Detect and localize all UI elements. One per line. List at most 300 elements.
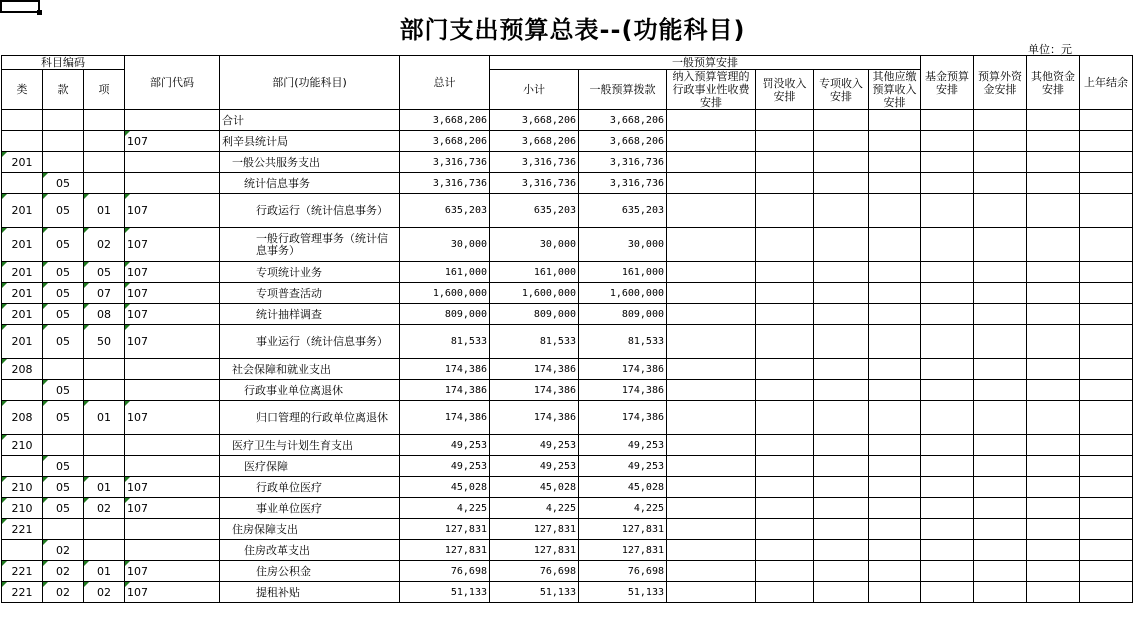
cell-empty[interactable] <box>869 194 921 228</box>
cell-empty[interactable] <box>1027 380 1080 401</box>
cell-lei[interactable]: 201 <box>2 262 43 283</box>
cell-dept-name[interactable]: 行政单位医疗 <box>220 477 400 498</box>
cell-empty[interactable] <box>667 435 756 456</box>
cell-empty[interactable] <box>756 380 814 401</box>
cell-xiang[interactable]: 07 <box>84 283 125 304</box>
cell-empty[interactable] <box>974 456 1027 477</box>
cell-dept-code[interactable] <box>125 359 220 380</box>
cell-dept-name[interactable]: 事业运行（统计信息事务） <box>220 325 400 359</box>
cell-subtotal[interactable]: 45,028 <box>490 477 579 498</box>
cell-total[interactable]: 4,225 <box>400 498 490 519</box>
cell-subtotal[interactable]: 3,316,736 <box>490 173 579 194</box>
cell-total[interactable]: 3,316,736 <box>400 152 490 173</box>
cell-empty[interactable] <box>1080 477 1133 498</box>
cell-total[interactable]: 809,000 <box>400 304 490 325</box>
cell-empty[interactable] <box>756 435 814 456</box>
cell-lei[interactable]: 201 <box>2 194 43 228</box>
cell-xiang[interactable] <box>84 110 125 131</box>
cell-xiang[interactable] <box>84 456 125 477</box>
cell-dept-name[interactable]: 利辛县统计局 <box>220 131 400 152</box>
cell-empty[interactable] <box>1080 228 1133 262</box>
cell-empty[interactable] <box>1027 561 1080 582</box>
cell-empty[interactable] <box>667 173 756 194</box>
cell-subtotal[interactable]: 49,253 <box>490 435 579 456</box>
cell-empty[interactable] <box>814 325 869 359</box>
cell-xiang[interactable]: 01 <box>84 477 125 498</box>
cell-total[interactable]: 49,253 <box>400 456 490 477</box>
cell-empty[interactable] <box>869 582 921 603</box>
cell-kuan[interactable]: 05 <box>43 283 84 304</box>
cell-empty[interactable] <box>1027 401 1080 435</box>
cell-xiang[interactable]: 02 <box>84 498 125 519</box>
cell-subtotal[interactable]: 174,386 <box>490 380 579 401</box>
cell-empty[interactable] <box>921 477 974 498</box>
cell-dept-name[interactable]: 住房公积金 <box>220 561 400 582</box>
cell-subtotal[interactable]: 3,668,206 <box>490 110 579 131</box>
cell-dept-code[interactable] <box>125 540 220 561</box>
cell-kuan[interactable] <box>43 110 84 131</box>
cell-empty[interactable] <box>921 325 974 359</box>
cell-kuan[interactable] <box>43 359 84 380</box>
cell-dept-code[interactable] <box>125 519 220 540</box>
cell-general-appropriation[interactable]: 127,831 <box>579 540 667 561</box>
cell-dept-code[interactable]: 107 <box>125 304 220 325</box>
cell-xiang[interactable] <box>84 173 125 194</box>
cell-general-appropriation[interactable]: 174,386 <box>579 401 667 435</box>
cell-kuan[interactable]: 05 <box>43 477 84 498</box>
cell-general-appropriation[interactable]: 3,316,736 <box>579 173 667 194</box>
cell-subtotal[interactable]: 635,203 <box>490 194 579 228</box>
cell-kuan[interactable]: 05 <box>43 380 84 401</box>
cell-empty[interactable] <box>756 456 814 477</box>
cell-lei[interactable]: 201 <box>2 325 43 359</box>
cell-empty[interactable] <box>921 435 974 456</box>
cell-lei[interactable]: 221 <box>2 582 43 603</box>
cell-kuan[interactable] <box>43 152 84 173</box>
cell-general-appropriation[interactable]: 30,000 <box>579 228 667 262</box>
cell-total[interactable]: 174,386 <box>400 380 490 401</box>
cell-empty[interactable] <box>921 131 974 152</box>
cell-dept-code[interactable] <box>125 456 220 477</box>
cell-empty[interactable] <box>869 173 921 194</box>
cell-empty[interactable] <box>814 262 869 283</box>
cell-dept-code[interactable]: 107 <box>125 582 220 603</box>
cell-dept-code[interactable] <box>125 110 220 131</box>
cell-xiang[interactable]: 02 <box>84 582 125 603</box>
cell-empty[interactable] <box>756 477 814 498</box>
cell-general-appropriation[interactable]: 76,698 <box>579 561 667 582</box>
cell-general-appropriation[interactable]: 809,000 <box>579 304 667 325</box>
cell-dept-code[interactable] <box>125 152 220 173</box>
cell-empty[interactable] <box>1027 359 1080 380</box>
cell-empty[interactable] <box>869 283 921 304</box>
cell-empty[interactable] <box>667 401 756 435</box>
cell-subtotal[interactable]: 174,386 <box>490 401 579 435</box>
cell-general-appropriation[interactable]: 174,386 <box>579 380 667 401</box>
cell-empty[interactable] <box>667 359 756 380</box>
cell-dept-name[interactable]: 一般公共服务支出 <box>220 152 400 173</box>
cell-empty[interactable] <box>974 519 1027 540</box>
cell-empty[interactable] <box>1080 456 1133 477</box>
cell-dept-code[interactable]: 107 <box>125 283 220 304</box>
cell-dept-name[interactable]: 统计抽样调查 <box>220 304 400 325</box>
cell-empty[interactable] <box>814 110 869 131</box>
cell-empty[interactable] <box>869 435 921 456</box>
cell-dept-name[interactable]: 提租补贴 <box>220 582 400 603</box>
cell-dept-name[interactable]: 住房改革支出 <box>220 540 400 561</box>
cell-empty[interactable] <box>667 131 756 152</box>
cell-empty[interactable] <box>869 456 921 477</box>
cell-total[interactable]: 51,133 <box>400 582 490 603</box>
cell-empty[interactable] <box>814 304 869 325</box>
cell-empty[interactable] <box>869 325 921 359</box>
cell-empty[interactable] <box>1080 194 1133 228</box>
cell-empty[interactable] <box>974 380 1027 401</box>
cell-lei[interactable] <box>2 456 43 477</box>
cell-subtotal[interactable]: 81,533 <box>490 325 579 359</box>
cell-kuan[interactable]: 05 <box>43 173 84 194</box>
cell-total[interactable]: 81,533 <box>400 325 490 359</box>
cell-empty[interactable] <box>814 380 869 401</box>
cell-empty[interactable] <box>1027 477 1080 498</box>
cell-lei[interactable]: 201 <box>2 283 43 304</box>
cell-empty[interactable] <box>814 540 869 561</box>
cell-dept-name[interactable]: 归口管理的行政单位离退休 <box>220 401 400 435</box>
cell-lei[interactable]: 208 <box>2 359 43 380</box>
cell-total[interactable]: 174,386 <box>400 401 490 435</box>
cell-empty[interactable] <box>814 561 869 582</box>
cell-subtotal[interactable]: 127,831 <box>490 540 579 561</box>
cell-dept-code[interactable] <box>125 380 220 401</box>
cell-empty[interactable] <box>974 304 1027 325</box>
cell-kuan[interactable]: 05 <box>43 262 84 283</box>
cell-empty[interactable] <box>974 173 1027 194</box>
cell-empty[interactable] <box>1080 435 1133 456</box>
cell-dept-name[interactable]: 一般行政管理事务（统计信息事务） <box>220 228 400 262</box>
cell-total[interactable]: 45,028 <box>400 477 490 498</box>
cell-xiang[interactable] <box>84 435 125 456</box>
cell-empty[interactable] <box>869 519 921 540</box>
cell-empty[interactable] <box>667 456 756 477</box>
cell-empty[interactable] <box>1080 359 1133 380</box>
cell-empty[interactable] <box>756 540 814 561</box>
cell-empty[interactable] <box>1027 582 1080 603</box>
cell-empty[interactable] <box>667 152 756 173</box>
cell-kuan[interactable] <box>43 519 84 540</box>
cell-empty[interactable] <box>1027 519 1080 540</box>
cell-empty[interactable] <box>667 325 756 359</box>
cell-kuan[interactable]: 02 <box>43 561 84 582</box>
cell-empty[interactable] <box>756 359 814 380</box>
cell-empty[interactable] <box>921 152 974 173</box>
cell-total[interactable]: 161,000 <box>400 262 490 283</box>
cell-empty[interactable] <box>814 152 869 173</box>
cell-lei[interactable] <box>2 540 43 561</box>
cell-lei[interactable]: 210 <box>2 477 43 498</box>
cell-empty[interactable] <box>667 561 756 582</box>
cell-xiang[interactable]: 08 <box>84 304 125 325</box>
cell-subtotal[interactable]: 3,668,206 <box>490 131 579 152</box>
cell-empty[interactable] <box>869 228 921 262</box>
cell-dept-code[interactable]: 107 <box>125 477 220 498</box>
cell-empty[interactable] <box>869 498 921 519</box>
cell-general-appropriation[interactable]: 161,000 <box>579 262 667 283</box>
cell-lei[interactable] <box>2 110 43 131</box>
cell-total[interactable]: 30,000 <box>400 228 490 262</box>
cell-empty[interactable] <box>1027 304 1080 325</box>
cell-empty[interactable] <box>1027 325 1080 359</box>
cell-empty[interactable] <box>814 435 869 456</box>
cell-subtotal[interactable]: 161,000 <box>490 262 579 283</box>
cell-empty[interactable] <box>869 304 921 325</box>
cell-dept-code[interactable]: 107 <box>125 228 220 262</box>
cell-lei[interactable] <box>2 173 43 194</box>
cell-xiang[interactable]: 02 <box>84 228 125 262</box>
cell-lei[interactable]: 201 <box>2 152 43 173</box>
cell-empty[interactable] <box>1027 262 1080 283</box>
cell-total[interactable]: 49,253 <box>400 435 490 456</box>
cell-kuan[interactable]: 02 <box>43 582 84 603</box>
cell-empty[interactable] <box>756 325 814 359</box>
cell-subtotal[interactable]: 76,698 <box>490 561 579 582</box>
cell-empty[interactable] <box>1080 380 1133 401</box>
cell-empty[interactable] <box>1080 262 1133 283</box>
cell-xiang[interactable]: 01 <box>84 401 125 435</box>
cell-empty[interactable] <box>1027 110 1080 131</box>
cell-dept-code[interactable] <box>125 435 220 456</box>
cell-dept-code[interactable]: 107 <box>125 325 220 359</box>
cell-empty[interactable] <box>921 304 974 325</box>
cell-subtotal[interactable]: 3,316,736 <box>490 152 579 173</box>
cell-empty[interactable] <box>667 262 756 283</box>
cell-dept-name[interactable]: 专项普查活动 <box>220 283 400 304</box>
cell-subtotal[interactable]: 1,600,000 <box>490 283 579 304</box>
cell-empty[interactable] <box>921 561 974 582</box>
cell-dept-code[interactable]: 107 <box>125 498 220 519</box>
cell-empty[interactable] <box>1080 304 1133 325</box>
cell-general-appropriation[interactable]: 174,386 <box>579 359 667 380</box>
cell-dept-code[interactable]: 107 <box>125 131 220 152</box>
cell-kuan[interactable] <box>43 131 84 152</box>
cell-empty[interactable] <box>921 519 974 540</box>
cell-empty[interactable] <box>814 477 869 498</box>
cell-empty[interactable] <box>1027 194 1080 228</box>
cell-empty[interactable] <box>1027 228 1080 262</box>
cell-empty[interactable] <box>869 262 921 283</box>
cell-subtotal[interactable]: 809,000 <box>490 304 579 325</box>
cell-general-appropriation[interactable]: 635,203 <box>579 194 667 228</box>
cell-general-appropriation[interactable]: 3,316,736 <box>579 152 667 173</box>
cell-empty[interactable] <box>814 519 869 540</box>
cell-dept-code[interactable]: 107 <box>125 401 220 435</box>
cell-empty[interactable] <box>756 228 814 262</box>
cell-total[interactable]: 127,831 <box>400 519 490 540</box>
cell-empty[interactable] <box>974 262 1027 283</box>
cell-empty[interactable] <box>814 456 869 477</box>
cell-empty[interactable] <box>756 173 814 194</box>
cell-empty[interactable] <box>869 110 921 131</box>
cell-total[interactable]: 3,316,736 <box>400 173 490 194</box>
cell-dept-name[interactable]: 行政运行（统计信息事务） <box>220 194 400 228</box>
cell-dept-code[interactable] <box>125 173 220 194</box>
cell-general-appropriation[interactable]: 51,133 <box>579 582 667 603</box>
cell-empty[interactable] <box>1027 173 1080 194</box>
cell-subtotal[interactable]: 174,386 <box>490 359 579 380</box>
cell-total[interactable]: 3,668,206 <box>400 110 490 131</box>
cell-general-appropriation[interactable]: 4,225 <box>579 498 667 519</box>
cell-subtotal[interactable]: 51,133 <box>490 582 579 603</box>
cell-general-appropriation[interactable]: 1,600,000 <box>579 283 667 304</box>
cell-subtotal[interactable]: 4,225 <box>490 498 579 519</box>
cell-general-appropriation[interactable]: 81,533 <box>579 325 667 359</box>
cell-empty[interactable] <box>974 435 1027 456</box>
cell-xiang[interactable]: 01 <box>84 561 125 582</box>
cell-empty[interactable] <box>921 540 974 561</box>
cell-empty[interactable] <box>756 401 814 435</box>
cell-dept-name[interactable]: 合计 <box>220 110 400 131</box>
cell-empty[interactable] <box>667 110 756 131</box>
cell-empty[interactable] <box>869 380 921 401</box>
cell-empty[interactable] <box>974 325 1027 359</box>
cell-empty[interactable] <box>756 194 814 228</box>
cell-empty[interactable] <box>974 194 1027 228</box>
cell-empty[interactable] <box>667 194 756 228</box>
cell-empty[interactable] <box>921 498 974 519</box>
cell-dept-name[interactable]: 社会保障和就业支出 <box>220 359 400 380</box>
cell-empty[interactable] <box>667 540 756 561</box>
cell-xiang[interactable] <box>84 540 125 561</box>
cell-empty[interactable] <box>1027 498 1080 519</box>
cell-empty[interactable] <box>1027 131 1080 152</box>
cell-xiang[interactable] <box>84 519 125 540</box>
cell-empty[interactable] <box>1080 325 1133 359</box>
cell-empty[interactable] <box>869 131 921 152</box>
cell-dept-name[interactable]: 行政事业单位离退休 <box>220 380 400 401</box>
cell-empty[interactable] <box>1080 131 1133 152</box>
cell-xiang[interactable] <box>84 359 125 380</box>
cell-empty[interactable] <box>974 582 1027 603</box>
cell-empty[interactable] <box>1080 110 1133 131</box>
cell-lei[interactable]: 208 <box>2 401 43 435</box>
cell-total[interactable]: 76,698 <box>400 561 490 582</box>
cell-empty[interactable] <box>921 380 974 401</box>
cell-kuan[interactable]: 05 <box>43 456 84 477</box>
cell-empty[interactable] <box>921 456 974 477</box>
cell-empty[interactable] <box>921 262 974 283</box>
cell-empty[interactable] <box>974 477 1027 498</box>
cell-empty[interactable] <box>814 283 869 304</box>
cell-empty[interactable] <box>756 110 814 131</box>
cell-dept-name[interactable]: 医疗卫生与计划生育支出 <box>220 435 400 456</box>
cell-empty[interactable] <box>1080 152 1133 173</box>
cell-empty[interactable] <box>1080 498 1133 519</box>
cell-empty[interactable] <box>921 359 974 380</box>
cell-empty[interactable] <box>756 262 814 283</box>
cell-total[interactable]: 635,203 <box>400 194 490 228</box>
cell-empty[interactable] <box>921 194 974 228</box>
cell-total[interactable]: 1,600,000 <box>400 283 490 304</box>
cell-kuan[interactable]: 05 <box>43 401 84 435</box>
cell-kuan[interactable]: 05 <box>43 304 84 325</box>
cell-empty[interactable] <box>814 173 869 194</box>
cell-empty[interactable] <box>814 401 869 435</box>
cell-empty[interactable] <box>756 498 814 519</box>
cell-empty[interactable] <box>1080 582 1133 603</box>
cell-dept-name[interactable]: 医疗保障 <box>220 456 400 477</box>
cell-general-appropriation[interactable]: 49,253 <box>579 435 667 456</box>
cell-xiang[interactable] <box>84 152 125 173</box>
cell-empty[interactable] <box>814 131 869 152</box>
cell-empty[interactable] <box>974 283 1027 304</box>
cell-empty[interactable] <box>667 380 756 401</box>
cell-xiang[interactable] <box>84 380 125 401</box>
cell-empty[interactable] <box>667 582 756 603</box>
cell-empty[interactable] <box>756 283 814 304</box>
cell-dept-code[interactable]: 107 <box>125 561 220 582</box>
cell-empty[interactable] <box>1027 152 1080 173</box>
cell-empty[interactable] <box>869 359 921 380</box>
cell-empty[interactable] <box>814 498 869 519</box>
cell-empty[interactable] <box>814 194 869 228</box>
cell-empty[interactable] <box>921 110 974 131</box>
cell-empty[interactable] <box>869 477 921 498</box>
cell-empty[interactable] <box>869 561 921 582</box>
cell-xiang[interactable]: 01 <box>84 194 125 228</box>
cell-empty[interactable] <box>974 498 1027 519</box>
cell-xiang[interactable] <box>84 131 125 152</box>
cell-empty[interactable] <box>667 304 756 325</box>
cell-empty[interactable] <box>756 582 814 603</box>
cell-dept-name[interactable]: 事业单位医疗 <box>220 498 400 519</box>
cell-lei[interactable]: 201 <box>2 228 43 262</box>
cell-empty[interactable] <box>974 152 1027 173</box>
cell-dept-name[interactable]: 专项统计业务 <box>220 262 400 283</box>
cell-general-appropriation[interactable]: 3,668,206 <box>579 131 667 152</box>
cell-empty[interactable] <box>667 228 756 262</box>
cell-empty[interactable] <box>1080 540 1133 561</box>
cell-empty[interactable] <box>756 304 814 325</box>
cell-dept-name[interactable]: 统计信息事务 <box>220 173 400 194</box>
cell-total[interactable]: 127,831 <box>400 540 490 561</box>
cell-xiang[interactable]: 50 <box>84 325 125 359</box>
cell-empty[interactable] <box>869 401 921 435</box>
cell-total[interactable]: 3,668,206 <box>400 131 490 152</box>
cell-empty[interactable] <box>1080 561 1133 582</box>
cell-subtotal[interactable]: 127,831 <box>490 519 579 540</box>
cell-empty[interactable] <box>1027 435 1080 456</box>
cell-kuan[interactable] <box>43 435 84 456</box>
cell-kuan[interactable]: 05 <box>43 498 84 519</box>
cell-empty[interactable] <box>921 283 974 304</box>
cell-general-appropriation[interactable]: 127,831 <box>579 519 667 540</box>
cell-empty[interactable] <box>756 561 814 582</box>
cell-kuan[interactable]: 05 <box>43 194 84 228</box>
cell-empty[interactable] <box>756 519 814 540</box>
cell-empty[interactable] <box>756 131 814 152</box>
cell-lei[interactable]: 221 <box>2 561 43 582</box>
cell-empty[interactable] <box>974 561 1027 582</box>
cell-dept-code[interactable]: 107 <box>125 262 220 283</box>
cell-subtotal[interactable]: 49,253 <box>490 456 579 477</box>
cell-general-appropriation[interactable]: 45,028 <box>579 477 667 498</box>
cell-subtotal[interactable]: 30,000 <box>490 228 579 262</box>
cell-empty[interactable] <box>974 110 1027 131</box>
cell-empty[interactable] <box>974 131 1027 152</box>
cell-total[interactable]: 174,386 <box>400 359 490 380</box>
cell-general-appropriation[interactable]: 49,253 <box>579 456 667 477</box>
cell-empty[interactable] <box>974 359 1027 380</box>
cell-empty[interactable] <box>1080 519 1133 540</box>
